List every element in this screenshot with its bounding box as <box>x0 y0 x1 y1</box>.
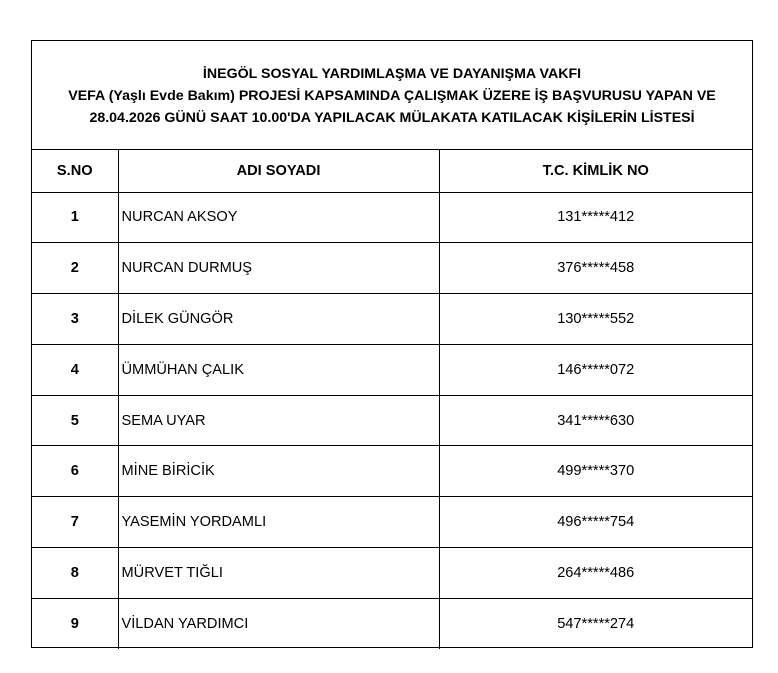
row-number: 8 <box>32 548 118 599</box>
table-row <box>32 192 752 243</box>
tc-id-number: 264*****486 <box>439 548 752 599</box>
table-row <box>32 446 752 497</box>
tc-id-number: 496*****754 <box>439 497 752 548</box>
table-row <box>32 395 752 446</box>
tc-id-number: 547*****274 <box>439 598 752 649</box>
table-row <box>32 344 752 395</box>
tc-id-number: 146*****072 <box>439 344 752 395</box>
table-row <box>32 497 752 548</box>
row-number: 9 <box>32 598 118 649</box>
row-number: 5 <box>32 395 118 446</box>
title-line-3: 28.04.2026 GÜNÜ SAAT 10.00'DA YAPILACAK MÜLAKATA KATILACAK KİŞİLERİN LİSTESİ <box>89 110 695 126</box>
row-number: 6 <box>32 446 118 497</box>
tc-id-number: 131*****412 <box>439 192 752 243</box>
tc-id-number: 341*****630 <box>439 395 752 446</box>
person-name: NURCAN AKSOY <box>118 192 439 243</box>
row-number: 7 <box>32 497 118 548</box>
tc-id-number: 376*****458 <box>439 243 752 294</box>
person-name: ÜMMÜHAN ÇALIK <box>118 344 439 395</box>
column-header-tc: T.C. KİMLİK NO <box>439 150 752 192</box>
row-number: 4 <box>32 344 118 395</box>
title-line-1: İNEGÖL SOSYAL YARDIMLAŞMA VE DAYANIŞMA VAKFI <box>202 66 582 82</box>
table-header-row <box>32 150 752 192</box>
table-row <box>32 598 752 649</box>
person-name: DİLEK GÜNGÖR <box>118 294 439 345</box>
column-header-name: ADI SOYADI <box>118 150 439 192</box>
person-name: MİNE BİRİCİK <box>118 446 439 497</box>
table-row <box>32 548 752 599</box>
row-number: 2 <box>32 243 118 294</box>
document-sheet <box>31 40 753 648</box>
tc-id-number: 130*****552 <box>439 294 752 345</box>
table-row <box>32 243 752 294</box>
person-name: NURCAN DURMUŞ <box>118 243 439 294</box>
table-row <box>32 294 752 345</box>
person-name: SEMA UYAR <box>118 395 439 446</box>
person-name: MÜRVET TIĞLI <box>118 548 439 599</box>
candidate-table <box>32 150 752 649</box>
row-number: 3 <box>32 294 118 345</box>
person-name: YASEMİN YORDAMLI <box>118 497 439 548</box>
title-line-2: VEFA (Yaşlı Evde Bakım) PROJESİ KAPSAMINDA ÇALIŞMAK ÜZERE İŞ BAŞVURUSU YAPAN VE <box>68 88 716 104</box>
document-title <box>32 41 752 150</box>
column-header-sno: S.NO <box>32 150 118 192</box>
person-name: VİLDAN YARDIMCI <box>118 598 439 649</box>
tc-id-number: 499*****370 <box>439 446 752 497</box>
row-number: 1 <box>32 192 118 243</box>
